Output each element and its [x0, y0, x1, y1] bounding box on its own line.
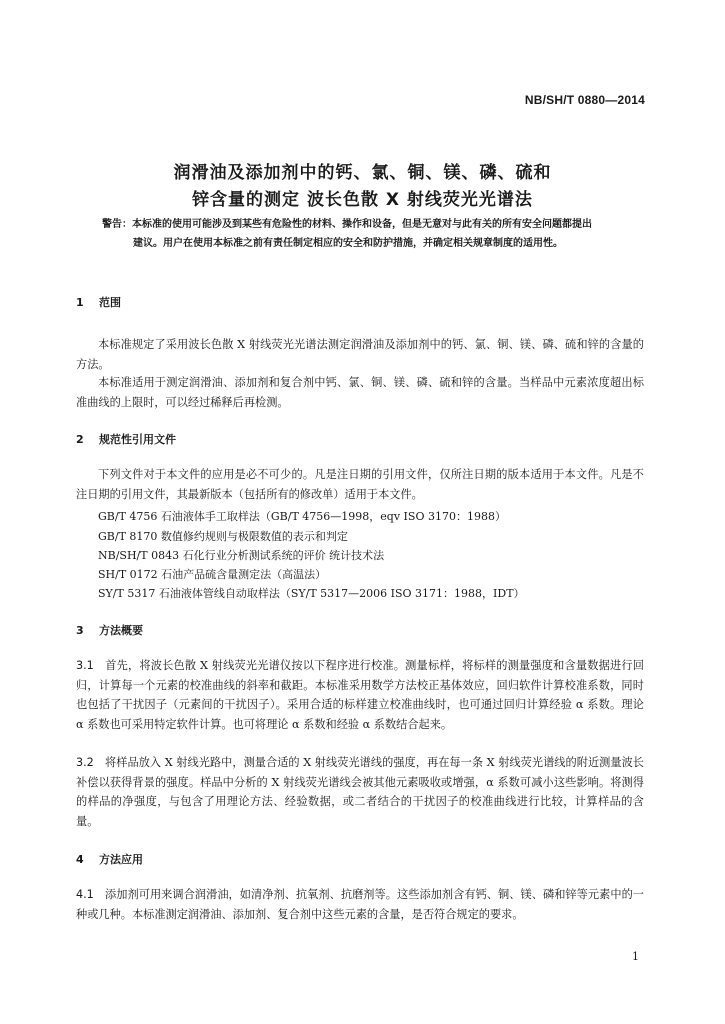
section-3-title: 方法概要	[99, 624, 143, 637]
page-number: 1	[632, 950, 639, 963]
clause-4-1-number: 4.1	[76, 888, 94, 901]
document-title-line-1: 润滑油及添加剂中的钙、氯、铜、镁、磷、硫和	[173, 163, 552, 183]
clause-3-2-text: 将样品放入 X 射线光路中，测量合适的 X 射线荧光谱线的强度，再在每一条 X 射线荧光谱线的附近测量波长补偿以获得背景的强度。样品中分析的 X 射线荧光谱线会被其他元素吸收或增强，α 系数可减小这些影响。将测得的样品的净强度，与包含了用理论方法、经验数据，或二者结合的干扰因子的校准曲线进行比较，计算样品的含量。	[76, 756, 644, 828]
warning-line-1: 警告：本标准的使用可能涉及到某些有危险性的材料、操作和设备，但是无意对与此有关的所有安全问题都提出	[102, 219, 592, 230]
section-4-number: 4	[76, 853, 84, 866]
document-title-line-2: 锌含量的测定 波长色散 X 射线荧光光谱法	[192, 190, 533, 210]
section-3-heading	[76, 622, 143, 638]
reference-item: SY/T 5317 石油液体管线自动取样法（SY/T 5317—2006 ISO 3171：1988，IDT）	[98, 587, 525, 600]
reference-item: SH/T 0172 石油产品硫含量测定法（高温法）	[98, 568, 327, 581]
section-2-number: 2	[76, 433, 84, 446]
clause-4-1	[76, 885, 644, 924]
clause-3-1-text: 首先，将波长色散 X 射线荧光光谱仪按以下程序进行校准。测量标样，将标样的测量强度和含量数据进行回归，计算每一个元素的校准曲线的斜率和截距。本标准采用数学方法校正基体效应，回归软件计算校准系数，同时也包括了干扰因子（元素间的干扰因子）。采用合适的标样建立校准曲线时，也可通过回归计算经验 α 系数。理论 α 系数也可采用特定软件计算。也可将理论 α 系数和经验 α 系数结合起来。	[76, 659, 644, 731]
section-4-heading	[76, 851, 143, 867]
standard-code: NB/SH/T 0880—2014	[524, 93, 645, 107]
clause-3-2-number: 3.2	[76, 756, 94, 769]
reference-item: GB/T 8170 数值修约规则与极限数值的表示和判定	[98, 530, 348, 543]
clause-3-1	[76, 656, 644, 734]
section-4-title: 方法应用	[99, 853, 143, 866]
reference-item: NB/SH/T 0843 石化行业分析测试系统的评价 统计技术法	[98, 549, 385, 562]
clause-4-1-text: 添加剂可用来调合润滑油，如清净剂、抗氧剂、抗磨剂等。这些添加剂含有钙、铜、镁、磷和锌等元素中的一种或几种。本标准测定润滑油、添加剂、复合剂中这些元素的含量，是否符合规定的要求。	[76, 888, 644, 921]
section-1-number: 1	[76, 296, 84, 309]
section-1-paragraph-2: 本标准适用于测定润滑油、添加剂和复合剂中钙、氯、铜、镁、磷、硫和锌的含量。当样品中元素浓度超出标准曲线的上限时，可以经过稀释后再检测。	[76, 376, 644, 409]
section-1-title: 范围	[99, 296, 121, 309]
section-1-heading	[76, 294, 121, 310]
clause-3-2	[76, 753, 644, 831]
clause-3-1-number: 3.1	[76, 659, 94, 672]
reference-item: GB/T 4756 石油液体手工取样法（GB/T 4756—1998，eqv ISO 3170：1988）	[98, 510, 506, 523]
section-2-title: 规范性引用文件	[99, 433, 176, 446]
section-2-heading	[76, 431, 176, 447]
section-1-paragraph-1: 本标准规定了采用波长色散 X 射线荧光光谱法测定润滑油及添加剂中的钙、氯、铜、镁、磷、硫和锌的含量的方法。	[76, 338, 644, 371]
warning-line-2: 建议。用户在使用本标准之前有责任制定相应的安全和防护措施，并确定相关规章制度的适用性。	[133, 238, 563, 249]
section-2-paragraph-1: 下列文件对于本文件的应用是必不可少的。凡是注日期的引用文件，仅所注日期的版本适用于本文件。凡是不注日期的引用文件，其最新版本（包括所有的修改单）适用于本文件。	[76, 468, 644, 501]
warning-notice	[102, 215, 650, 253]
section-3-number: 3	[76, 624, 84, 637]
